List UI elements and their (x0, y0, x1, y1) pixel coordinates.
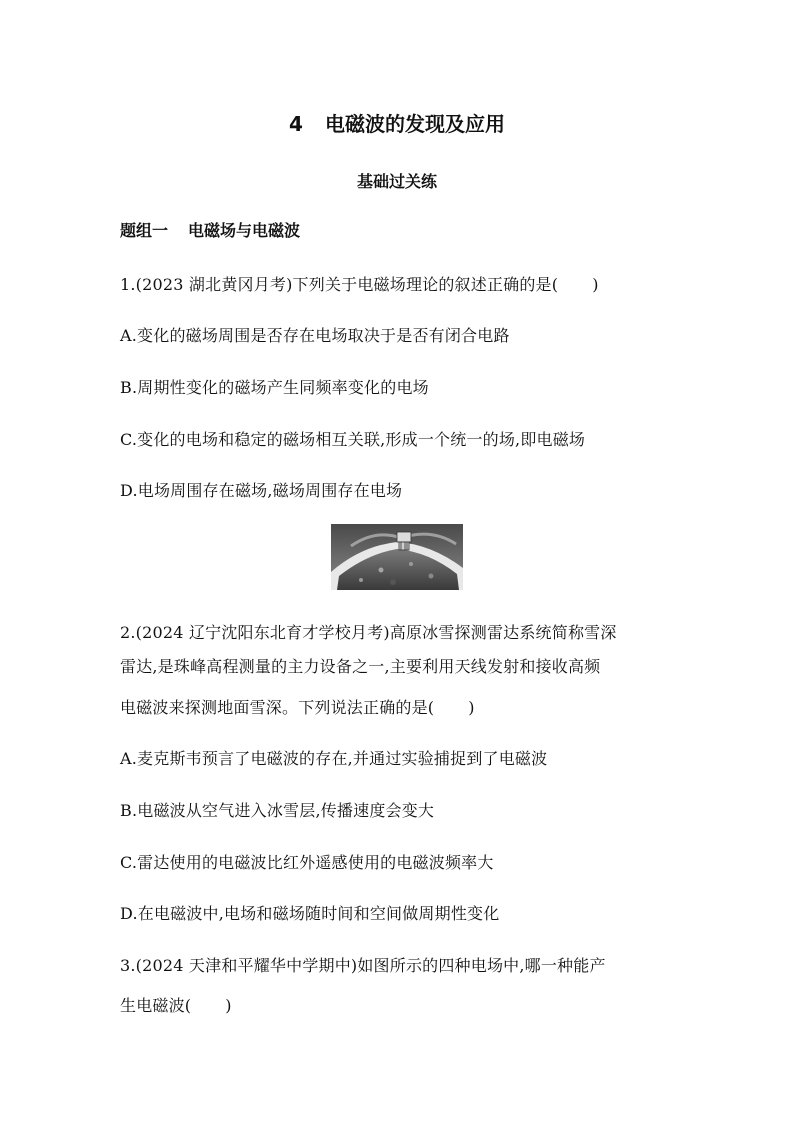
question-2-stem-line-1: 2.(2024 辽宁沈阳东北育才学校月考)高原冰雪探测雷达系统简称雪深 (120, 623, 617, 642)
question-1-close-paren: ) (592, 275, 599, 294)
group-label: 题组一 (120, 221, 169, 240)
question-2-option-c: C.雷达使用的电磁波比红外遥感使用的电磁波频率大 (120, 853, 494, 872)
group-heading (120, 218, 300, 241)
question-1-option-a: A.变化的磁场周围是否存在电场取决于是否有闭合电路 (120, 326, 510, 345)
question-2-option-a: A.麦克斯韦预言了电磁波的存在,并通过实验捕捉到了电磁波 (120, 749, 548, 768)
question-1-option-d: D.电场周围存在磁场,磁场周围存在电场 (120, 481, 403, 500)
question-2-stem-line-2: 雷达,是珠峰高程测量的主力设备之一,主要利用天线发射和接收高频 (120, 657, 601, 676)
question-3-stem-line-2-text: 生电磁波( (120, 996, 192, 1015)
question-2-option-b: B.电磁波从空气进入冰雪层,传播速度会变大 (120, 801, 435, 820)
section-heading: 基础过关练 (356, 172, 437, 191)
group-name: 电磁场与电磁波 (188, 221, 301, 240)
question-1-stem-text: 1.(2023 湖北黄冈月考)下列关于电磁场理论的叙述正确的是( (120, 275, 559, 294)
question-1-stem (120, 272, 599, 295)
page-title (0, 108, 794, 137)
question-1-option-c: C.变化的电场和稳定的磁场相互关联,形成一个统一的场,即电磁场 (120, 430, 586, 449)
chapter-number: 4 (289, 112, 303, 136)
question-2-close-paren: ) (468, 698, 475, 717)
radar-mountain-photo (331, 524, 463, 590)
question-3-stem-line-2 (120, 993, 232, 1016)
chapter-title: 电磁波的发现及应用 (324, 112, 505, 136)
question-1-option-b: B.周期性变化的磁场产生同频率变化的电场 (120, 378, 429, 397)
question-2-stem-line-3 (120, 695, 475, 718)
question-2-stem-line-3-text: 电磁波来探测地面雪深。下列说法正确的是( (120, 698, 435, 717)
question-3-stem-line-1: 3.(2024 天津和平耀华中学期中)如图所示的四种电场中,哪一种能产 (120, 956, 606, 975)
question-3-close-paren: ) (225, 996, 232, 1015)
question-2-option-d: D.在电磁波中,电场和磁场随时间和空间做周期性变化 (120, 904, 500, 923)
